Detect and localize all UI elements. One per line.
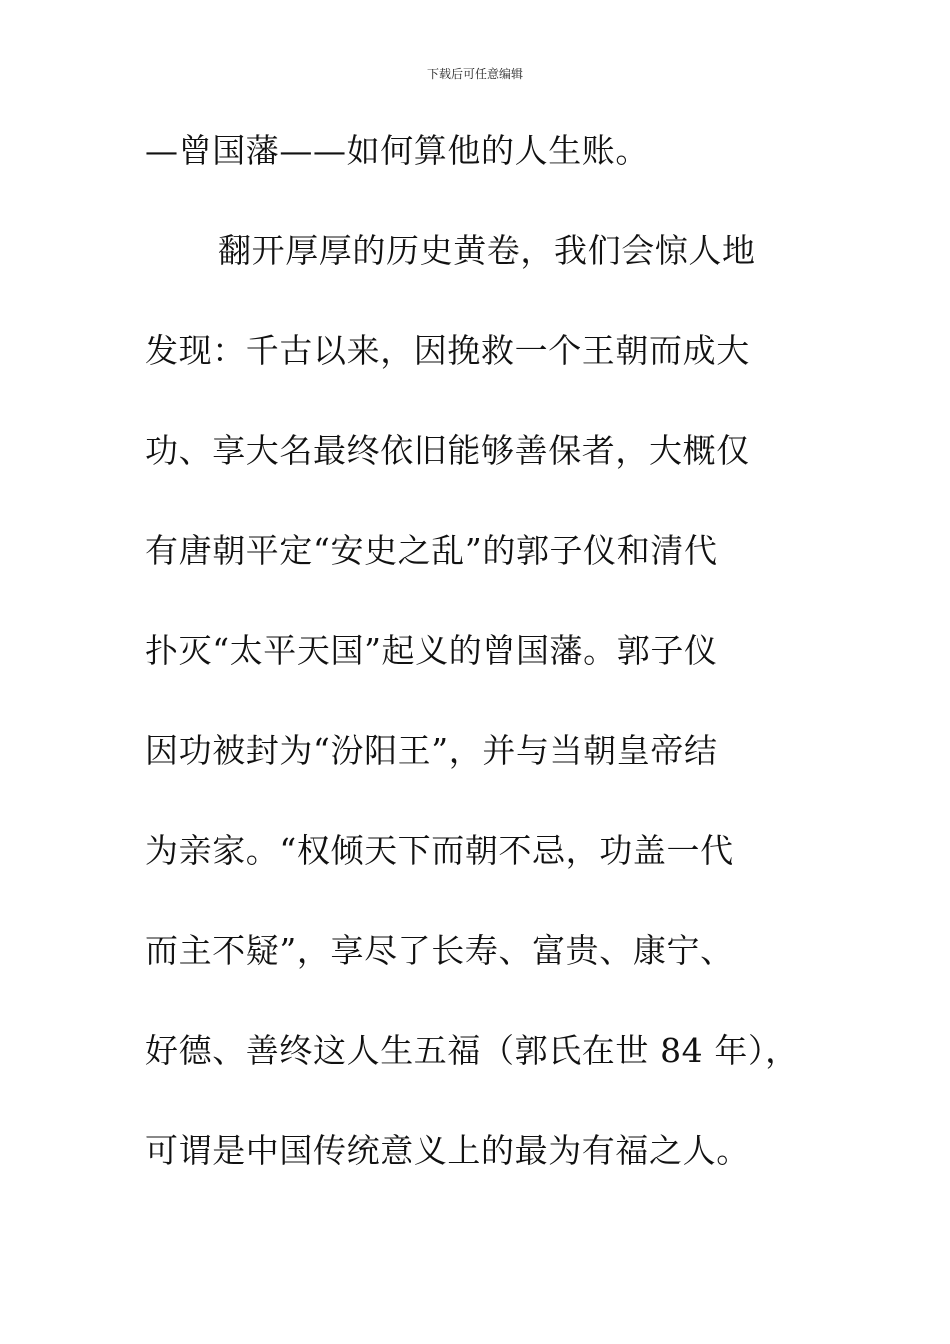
text-line-4: 功、享大名最终依旧能够善保者，大概仅: [145, 431, 750, 470]
page-header: 下载后可任意编辑: [426, 67, 523, 81]
text-line-5: 有唐朝平定“安史之乱”的郭子仪和清代: [145, 531, 718, 570]
text-line-6: 扑灭“太平天国”起义的曾国藩。郭子仪: [145, 631, 718, 670]
text-line-10: 好德、善终这人生五福（郭氏在世 84 年），: [145, 1031, 799, 1070]
text-line-8: 为亲家。“权倾天下而朝不忌，功盖一代: [145, 831, 734, 870]
text-line-2: 翻开厚厚的历史黄卷，我们会惊人地: [218, 231, 756, 270]
text-line-7: 因功被封为“汾阳王”，并与当朝皇帝结: [145, 731, 718, 770]
text-line-3: 发现：千古以来，因挽救一个王朝而成大: [145, 331, 750, 370]
text-line-1: —曾国藩——如何算他的人生账。: [145, 131, 649, 170]
text-line-9: 而主不疑”，享尽了长寿、富贵、康宁、: [145, 931, 734, 970]
text-line-11: 可谓是中国传统意义上的最为有福之人。: [145, 1131, 750, 1170]
